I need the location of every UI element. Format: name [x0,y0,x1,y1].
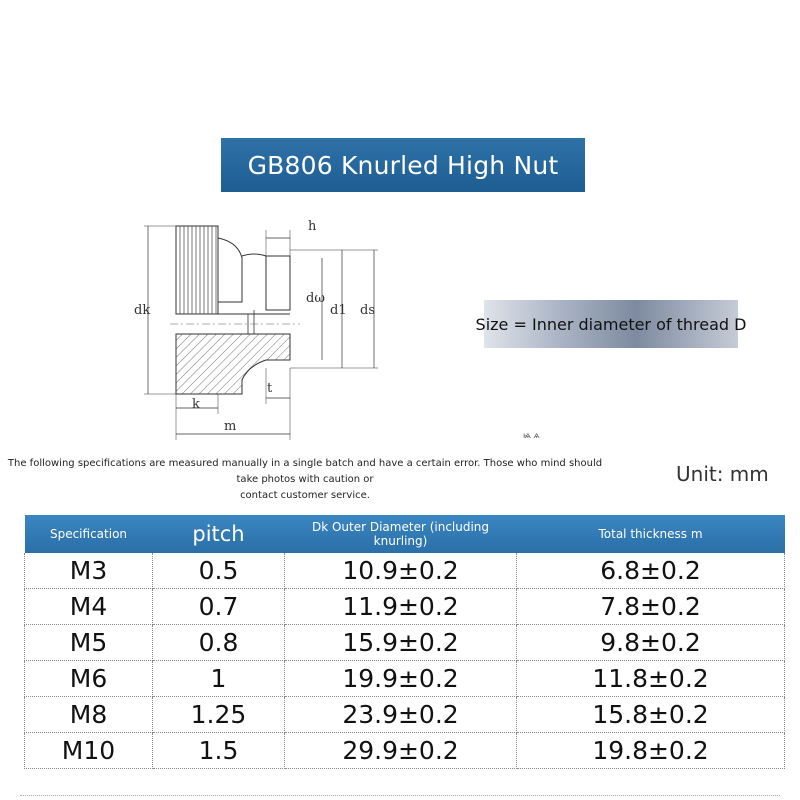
table-row [25,553,785,589]
cell-dk: 19.9±0.2 [285,661,517,697]
section-hatched [176,334,290,394]
small-mark: ѩ ѧ [523,431,540,440]
table-row [25,589,785,625]
cell-spec: M5 [25,625,153,661]
label-h: h [308,219,317,234]
neck-curve-top [242,254,266,256]
table-header-row [25,515,785,553]
header-pitch: pitch [153,515,285,553]
cell-dk: 11.9±0.2 [285,589,517,625]
label-d1: d1 [330,303,347,318]
header-thickness: Total thickness m [517,515,785,553]
cell-thickness: 6.8±0.2 [517,553,785,589]
cell-thickness: 7.8±0.2 [517,589,785,625]
label-t: t [267,381,273,396]
cell-spec: M3 [25,553,153,589]
spigot-top [266,256,290,310]
disclaimer-line-1: The following specifications are measured manually in a single batch and have a certain error. Those who mind should take photos with caution or [7,458,603,485]
cell-dk: 15.9±0.2 [285,625,517,661]
unit-label: Unit: mm [676,462,769,486]
spec-table [24,515,785,769]
knurled-head [176,226,218,314]
label-m: m [224,419,237,434]
cell-dk: 23.9±0.2 [285,697,517,733]
cell-thickness: 11.8±0.2 [517,661,785,697]
cell-spec: M6 [25,661,153,697]
table-row [25,697,785,733]
cell-spec: M8 [25,697,153,733]
disclaimer [0,456,610,504]
cell-pitch: 0.7 [153,589,285,625]
label-dw: dω [306,291,325,306]
label-dk: dk [134,303,151,318]
cell-pitch: 0.8 [153,625,285,661]
cell-pitch: 1.25 [153,697,285,733]
cell-spec: M4 [25,589,153,625]
label-ds: ds [360,303,375,318]
header-dk: Dk Outer Diameter (including knurling) [285,515,517,553]
cell-pitch: 1.5 [153,733,285,769]
cell-thickness: 9.8±0.2 [517,625,785,661]
cell-spec: M10 [25,733,153,769]
cell-dk: 29.9±0.2 [285,733,517,769]
technical-drawing [130,208,390,448]
size-note-banner: Size = Inner diameter of thread D [484,300,738,348]
cell-pitch: 0.5 [153,553,285,589]
header-spec: Specification [25,515,153,553]
label-k: k [192,397,200,412]
table-row [25,625,785,661]
neck-outline-top [218,238,242,302]
cell-pitch: 1 [153,661,285,697]
table-row [25,733,785,769]
table-row [25,661,785,697]
disclaimer-line-2: contact customer service. [240,490,370,501]
cell-thickness: 19.8±0.2 [517,733,785,769]
cell-thickness: 15.8±0.2 [517,697,785,733]
divider [20,795,780,797]
page-title: GB806 Knurled High Nut [221,138,585,192]
cell-dk: 10.9±0.2 [285,553,517,589]
